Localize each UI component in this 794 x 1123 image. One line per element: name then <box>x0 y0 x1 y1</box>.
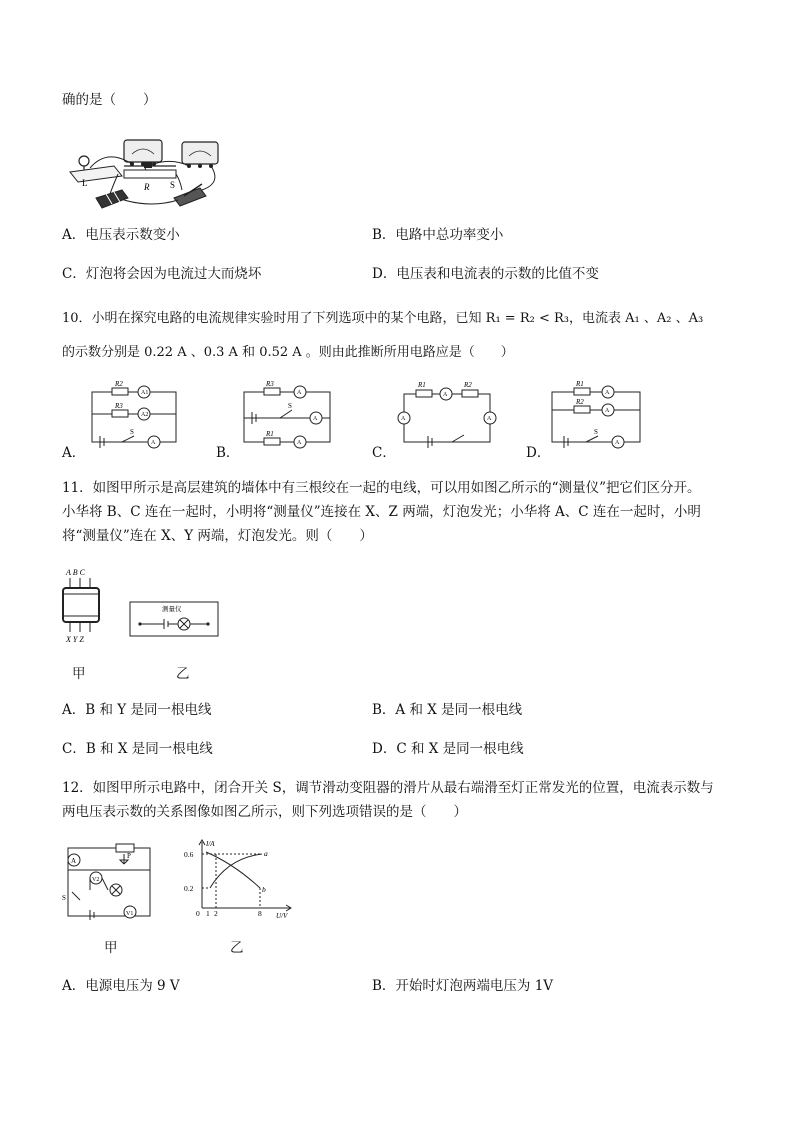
q12-graph-xtick-2: 2 <box>214 909 218 918</box>
svg-text:A: A <box>443 392 448 398</box>
svg-text:R2: R2 <box>464 381 472 389</box>
q9-lamp-label: L <box>82 178 88 188</box>
svg-text:A: A <box>313 416 318 422</box>
q10-option-a-letter: A． <box>62 445 86 461</box>
q10-circuit-d <box>546 380 646 452</box>
q9-rheostat-label: R <box>144 182 150 192</box>
q12-graph-yi <box>176 836 298 920</box>
svg-text:R3: R3 <box>266 380 274 388</box>
svg-text:A: A <box>401 416 406 422</box>
svg-text:A: A <box>297 440 302 446</box>
q12-stem-line2: 两电压表示数的关系图像如图乙所示，则下列选项错误的是（ ） <box>62 804 467 820</box>
q12-circuit-jia <box>60 838 156 922</box>
q11-yi-title: 测量仪 <box>162 606 182 613</box>
q12-graph-xtick-1: 1 <box>206 909 210 918</box>
svg-text:S: S <box>288 402 292 410</box>
q12-caption-jia: 甲 <box>104 940 118 956</box>
svg-text:A: A <box>615 440 620 446</box>
q12-caption-yi: 乙 <box>230 940 244 956</box>
q11-stem-line2: 小华将 B、C 连在一起时，小明将“测量仪”连接在 X、Z 两端，灯泡发光；小华将 A、C 连在一起时，小明 <box>62 504 701 520</box>
q11-jia-top-labels: A B C <box>66 568 85 577</box>
svg-text:R1: R1 <box>576 380 584 388</box>
q12-graph-ylabel: I/A <box>206 840 215 848</box>
svg-text:A: A <box>297 390 302 396</box>
q11-caption-jia: 甲 <box>72 666 86 682</box>
svg-text:R3: R3 <box>115 402 123 410</box>
q12-stem-line1: 12．如图甲所示电路中，闭合开关 S，调节滑动变阻器的滑片从最右端滑至灯正常发光的位置，电流表示数与 <box>62 780 714 796</box>
q10-option-c-letter: C． <box>372 445 396 461</box>
q9-stem-tail: 确的是（ ） <box>62 92 157 108</box>
q11-option-c: C．B 和 X 是同一根电线 <box>62 741 213 757</box>
svg-text:A: A <box>487 416 492 422</box>
q11-option-a: A．B 和 Y 是同一根电线 <box>62 702 212 718</box>
svg-text:A: A <box>605 390 610 396</box>
q11-jia-bottom-labels: X Y Z <box>66 635 84 644</box>
q12-graph-ytick-02: 0.2 <box>184 884 194 893</box>
q11-figure-yi <box>128 598 220 638</box>
q10-circuit-a <box>82 380 182 452</box>
svg-text:V2: V2 <box>92 877 100 883</box>
q10-stem-line1: 10．小明在探究电路的电流规律实验时用了下列选项中的某个电路，已知 R₁ = R₂ < R₃，电流表 A₁ 、A₂ 、A₃ <box>62 311 704 326</box>
svg-text:R2: R2 <box>576 398 584 406</box>
svg-text:A1: A1 <box>141 390 149 396</box>
q11-option-b: B．A 和 X 是同一根电线 <box>372 702 523 718</box>
svg-text:A2: A2 <box>141 412 149 418</box>
q12-graph-ytick-06: 0.6 <box>184 850 194 859</box>
svg-text:A: A <box>605 408 610 414</box>
q10-stem-line2: 的示数分别是 0.22 A 、0.3 A 和 0.52 A 。则由此推断所用电路应是（ ） <box>62 345 514 360</box>
q11-stem-line3: 将“测量仪”连在 X、Y 两端，灯泡发光。则（ ） <box>62 528 373 544</box>
q12-graph-xtick-8: 8 <box>258 909 262 918</box>
q11-figure-jia <box>58 566 112 646</box>
q9-option-b: B．电路中总功率变小 <box>372 227 504 243</box>
svg-text:R2: R2 <box>115 380 123 388</box>
q10-option-b-letter: B． <box>216 445 240 461</box>
svg-text:S: S <box>130 428 134 436</box>
svg-text:R1: R1 <box>418 381 426 389</box>
q11-option-d: D．C 和 X 是同一根电线 <box>372 741 524 757</box>
svg-text:A: A <box>71 857 77 865</box>
q12-option-b: B．开始时灯泡两端电压为 1V <box>372 978 554 994</box>
svg-text:S: S <box>62 894 66 902</box>
svg-text:V1: V1 <box>126 911 134 917</box>
q12-graph-xtick-0: 0 <box>196 909 200 918</box>
q11-stem-line1: 11．如图甲所示是高层建筑的墙体中有三根绞在一起的电线，可以用如图乙所示的“测量仪”把它们区分开。 <box>62 480 701 496</box>
q10-option-d-letter: D． <box>526 445 551 461</box>
svg-text:S: S <box>594 428 598 436</box>
svg-text:A: A <box>151 440 156 446</box>
q12-graph-curve-b: b <box>262 885 266 894</box>
q10-circuit-b <box>236 380 336 452</box>
q12-option-a: A．电源电压为 9 V <box>62 978 180 994</box>
q12-graph-xlabel: U/V <box>276 912 288 920</box>
svg-text:P: P <box>127 852 131 860</box>
q10-circuit-c <box>392 378 504 450</box>
q9-option-d: D．电压表和电流表的示数的比值不变 <box>372 266 599 282</box>
q9-option-a: A．电压表示数变小 <box>62 227 180 243</box>
svg-text:R1: R1 <box>266 430 274 438</box>
q9-option-c: C．灯泡将会因为电流过大而烧坏 <box>62 266 262 282</box>
q9-switch-label: S <box>170 180 176 190</box>
q11-caption-yi: 乙 <box>176 666 190 682</box>
q9-circuit-figure <box>62 128 232 212</box>
q12-graph-curve-a: a <box>264 849 268 858</box>
